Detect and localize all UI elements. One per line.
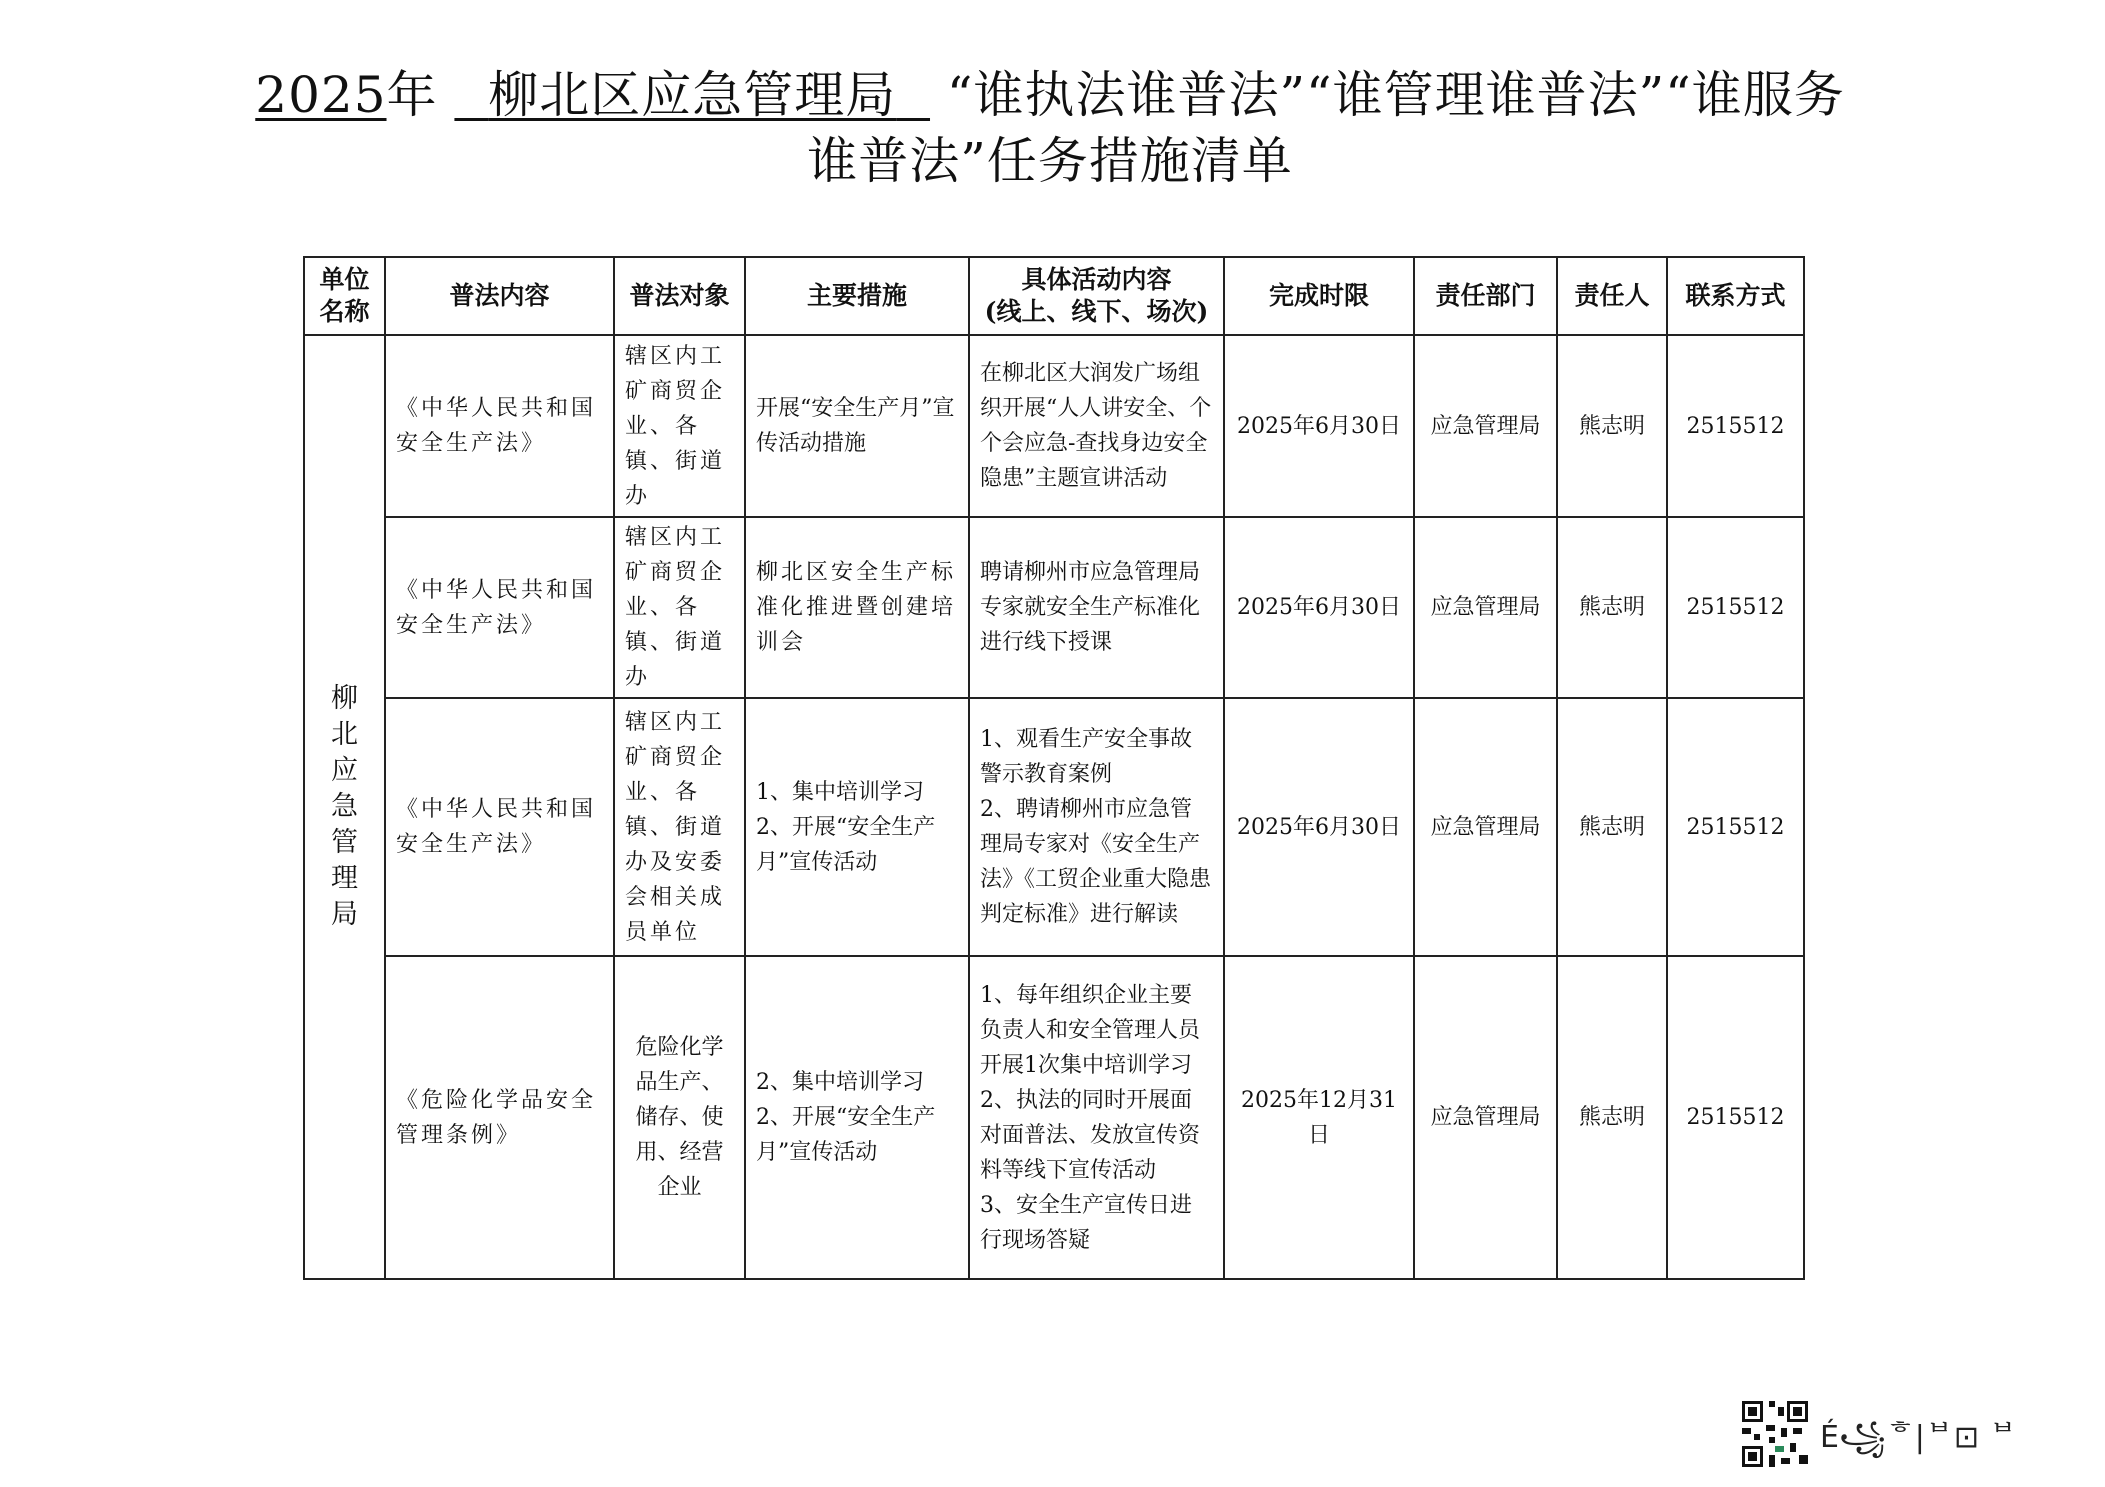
- deadline-cell: 2025年6月30日: [1224, 698, 1414, 956]
- deadline-cell: 2025年12月31日: [1224, 956, 1414, 1279]
- title-line2: 谁普法”任务措施清单: [807, 132, 1293, 190]
- activity-cell: 1、观看生产安全事故警示教育案例 2、聘请柳州市应急管理局专家对《安全生产法》《工贸企业重大隐患判定标准》进行解读: [969, 698, 1224, 956]
- qr-code-icon: [1739, 1398, 1811, 1470]
- department-cell: 应急管理局: [1414, 956, 1557, 1279]
- person-cell: 熊志明: [1557, 517, 1667, 698]
- target-cell: 辖区内工矿商贸企业、各镇、街道办: [614, 517, 745, 698]
- title-year: 2025: [255, 66, 387, 124]
- header-deadline: 完成时限: [1224, 257, 1414, 335]
- person-cell: 熊志明: [1557, 698, 1667, 956]
- target-cell: 辖区内工矿商贸企业、各镇、街道办及安委会相关成员单位: [614, 698, 745, 956]
- person-cell: 熊志明: [1557, 956, 1667, 1279]
- table-row: [304, 335, 1804, 517]
- law-content-cell: 《中华人民共和国安全生产法》: [385, 517, 614, 698]
- header-unit: 单位 名称: [304, 257, 385, 335]
- law-content-cell: 《中华人民共和国安全生产法》: [385, 335, 614, 517]
- table-row: [304, 956, 1804, 1279]
- activity-cell: 在柳北区大润发广场组织开展“人人讲安全、个个会应急-查找身边安全隐患”主题宣讲活动: [969, 335, 1224, 517]
- target-cell: 危险化学品生产、储存、使用、经营企业: [614, 956, 745, 1279]
- activity-cell: 聘请柳州市应急管理局专家就安全生产标准化进行线下授课: [969, 517, 1224, 698]
- header-department: 责任部门: [1414, 257, 1557, 335]
- contact-cell: 2515512: [1667, 335, 1804, 517]
- header-activity: 具体活动内容 (线上、线下、场次): [969, 257, 1224, 335]
- measures-cell: 1、集中培训学习 2、开展“安全生产月”宣传活动: [745, 698, 969, 956]
- document-title: [250, 62, 1850, 194]
- table-row: [304, 698, 1804, 956]
- measures-cell: 开展“安全生产月”宣传活动措施: [745, 335, 969, 517]
- title-unit: 柳北区应急管理局: [488, 66, 897, 124]
- department-cell: 应急管理局: [1414, 698, 1557, 956]
- table-row: [304, 517, 1804, 698]
- department-cell: 应急管理局: [1414, 335, 1557, 517]
- person-cell: 熊志明: [1557, 335, 1667, 517]
- law-content-cell: 《中华人民共和国安全生产法》: [385, 698, 614, 956]
- header-target: 普法对象: [614, 257, 745, 335]
- measures-cell: 柳北区安全生产标准化推进暨创建培训会: [745, 517, 969, 698]
- header-content: 普法内容: [385, 257, 614, 335]
- deadline-cell: 2025年6月30日: [1224, 517, 1414, 698]
- footer-mark: É꧁ᄒ|ᄇ⊡ ᄇ: [1820, 1420, 2018, 1455]
- task-measures-table: [303, 256, 1805, 1280]
- header-person: 责任人: [1557, 257, 1667, 335]
- law-content-cell: 《危险化学品安全管理条例》: [385, 956, 614, 1279]
- department-cell: 应急管理局: [1414, 517, 1557, 698]
- unit-name-cell: 柳 北 应 急 管 理 局: [304, 335, 385, 1279]
- header-measures: 主要措施: [745, 257, 969, 335]
- deadline-cell: 2025年6月30日: [1224, 335, 1414, 517]
- measures-cell: 2、集中培训学习 2、开展“安全生产月”宣传活动: [745, 956, 969, 1279]
- contact-cell: 2515512: [1667, 517, 1804, 698]
- target-cell: 辖区内工矿商贸企业、各镇、街道办: [614, 335, 745, 517]
- title-year-suffix: 年: [386, 66, 438, 124]
- title-line1-rest: “谁执法谁普法”“谁管理谁普法”“谁服务: [946, 66, 1845, 124]
- contact-cell: 2515512: [1667, 698, 1804, 956]
- header-contact: 联系方式: [1667, 257, 1804, 335]
- table-header-row: [304, 257, 1804, 335]
- activity-cell: 1、每年组织企业主要负责人和安全管理人员开展1次集中培训学习 2、执法的同时开展面对面普法、发放宣传资料等线下宣传活动 3、安全生产宣传日进行现场答疑: [969, 956, 1224, 1279]
- contact-cell: 2515512: [1667, 956, 1804, 1279]
